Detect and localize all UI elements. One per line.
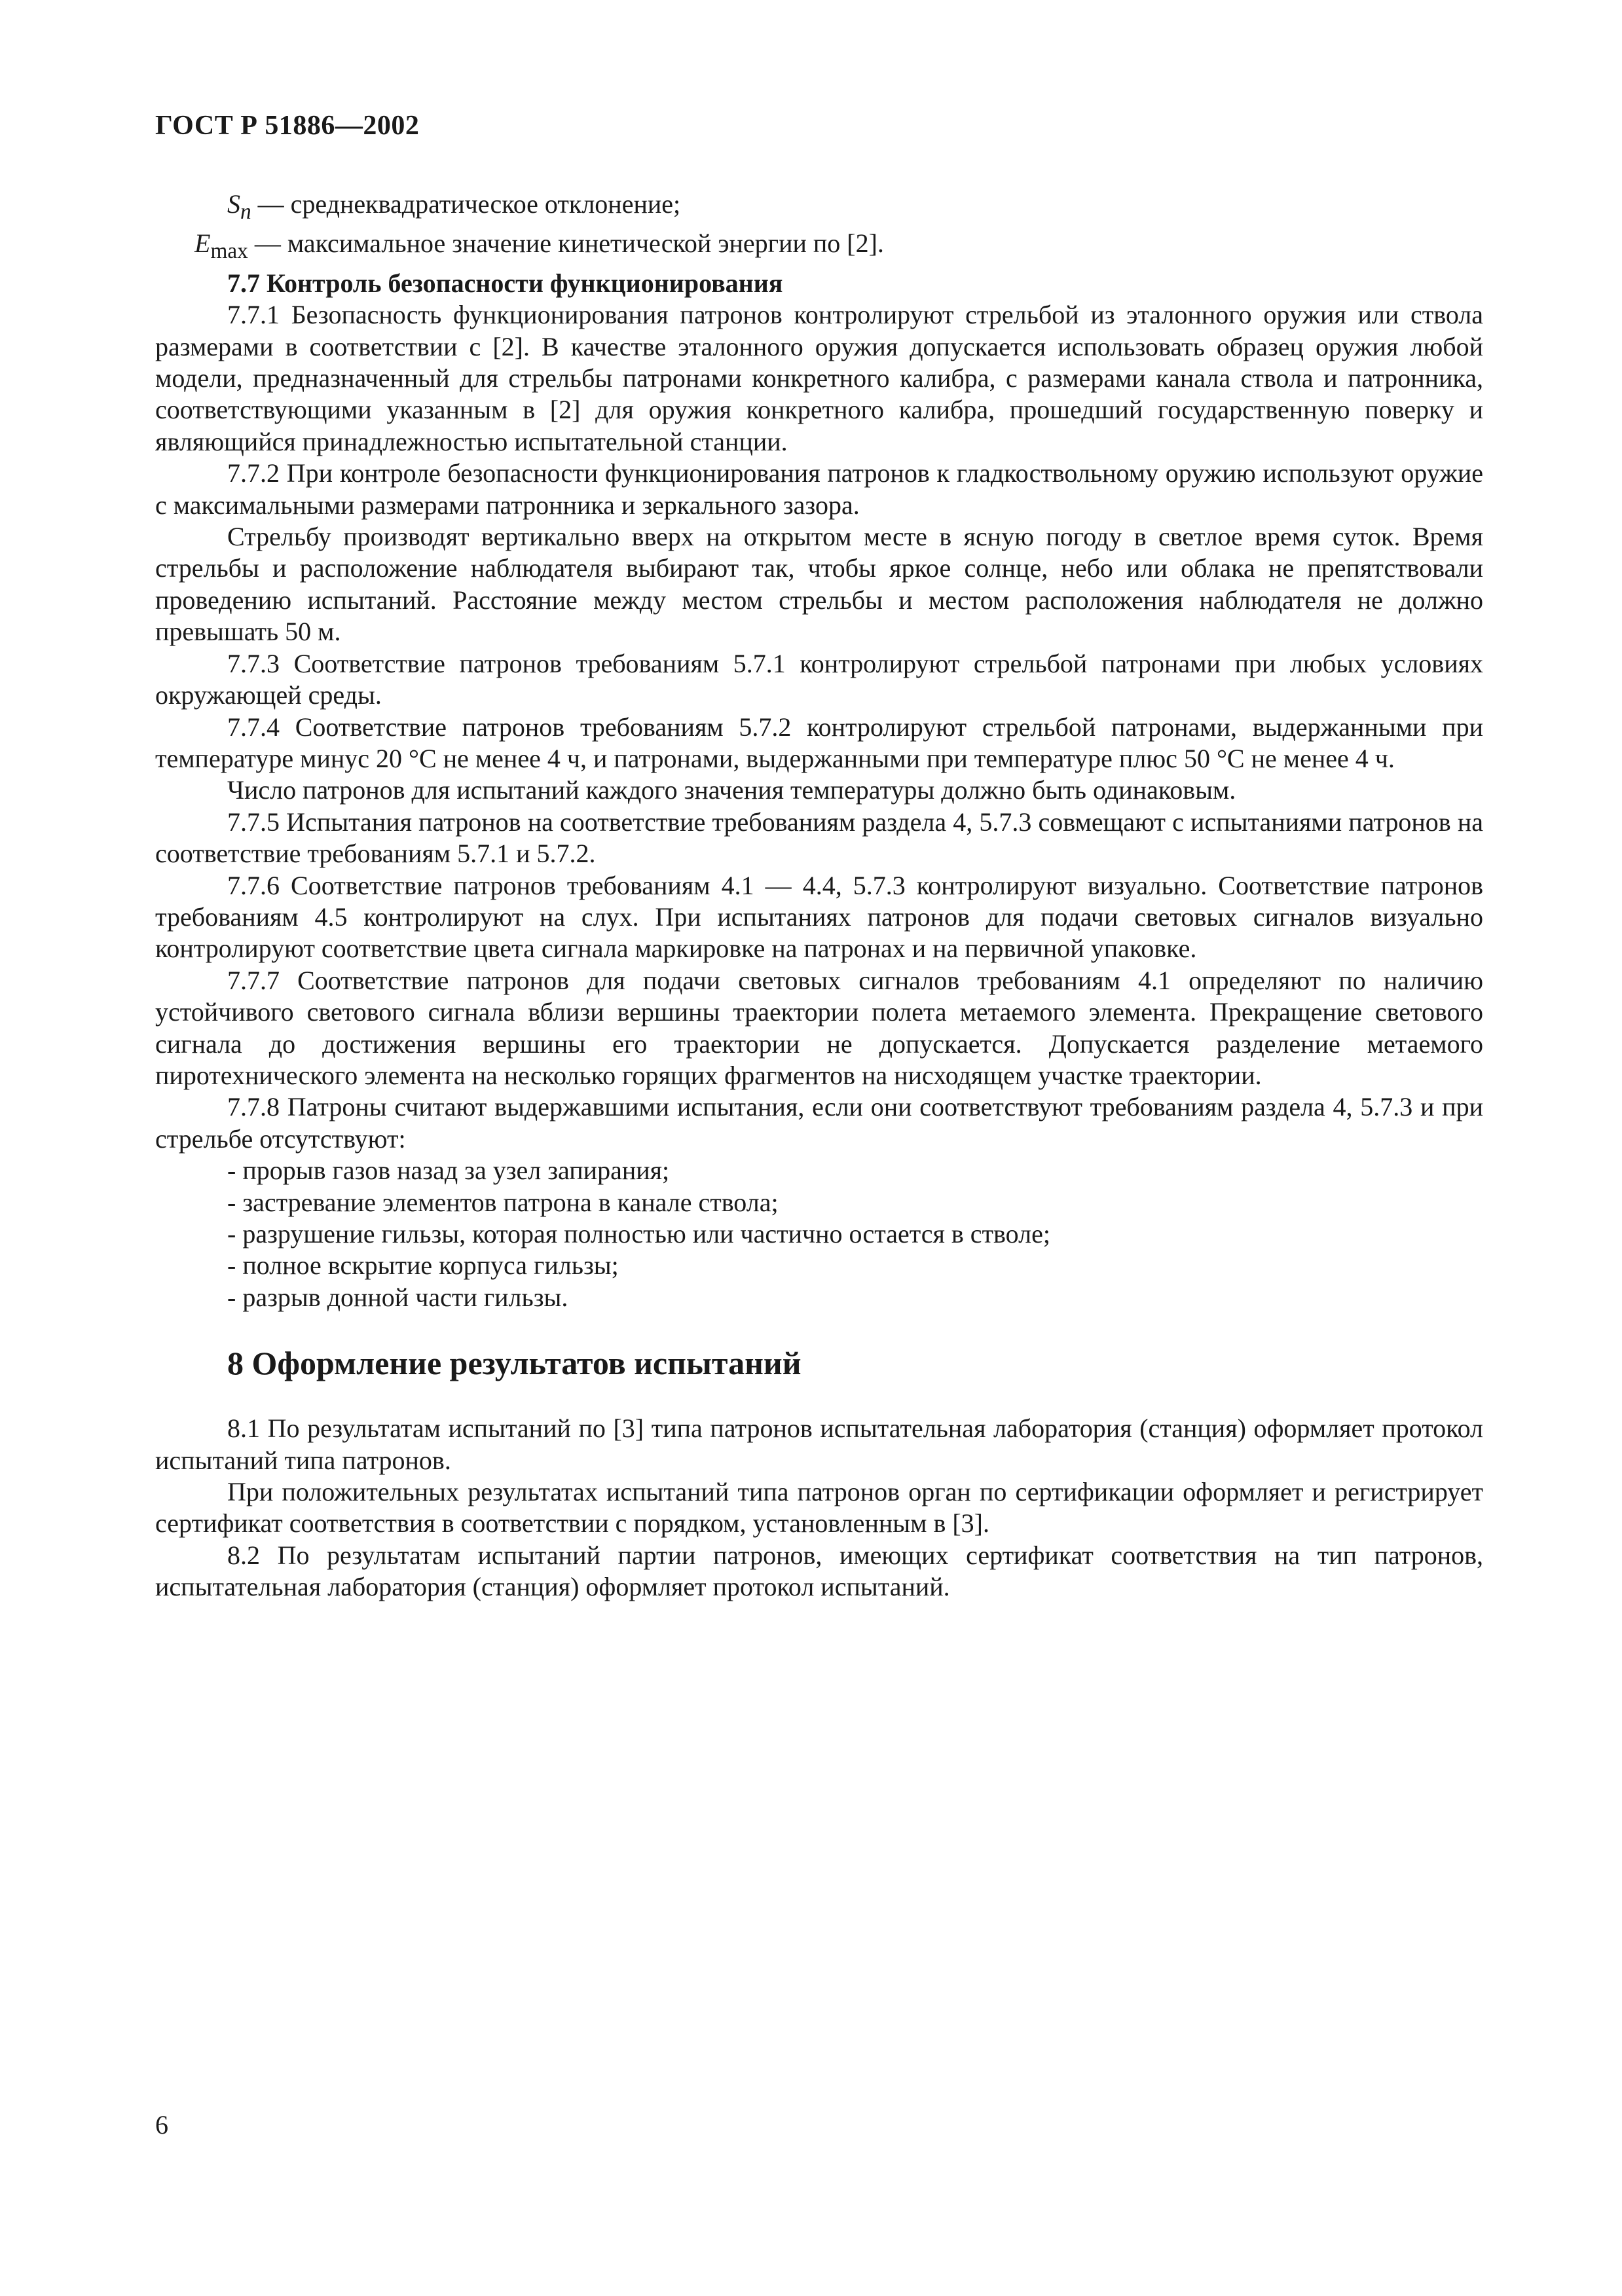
paragraph-8-1: 8.1 По результатам испытаний по [3] типа патронов испытательная лаборатория (станция) оформляет протокол испытаний типа патронов.: [155, 1413, 1483, 1475]
list-item: - полное вскрытие корпуса гильзы;: [227, 1250, 619, 1281]
paragraph-7-7-4: 7.7.4 Соответствие патронов требованиям 5.7.2 контролируют стрельбой патронами, выдержанными при температуре минус 20 °С не менее 4 ч, и патронами, выдержанными при температуре плюс 50 °С не менее 4 ч.: [155, 712, 1483, 773]
paragraph-cartridge-count: Число патронов для испытаний каждого значения температуры должно быть одинаковым.: [227, 775, 1236, 805]
paragraph-7-7-2: 7.7.2 При контроле безопасности функционирования патронов к гладкоствольному оружию используют оружие с максимальными размерами патронника и зеркального зазора.: [155, 458, 1483, 520]
definition-emax-text: — максимальное значение кинетической энергии по [2].: [248, 228, 884, 259]
paragraph-certificate-registration: При положительных результатах испытаний типа патронов орган по сертификации оформляет и регистрирует сертификат соответствия в соответствии с порядком, установленным в [3].: [155, 1477, 1483, 1539]
paragraph-8-2: 8.2 По результатам испытаний партии патронов, имеющих сертификат соответствия на тип патронов, испытательная лаборатория (станция) оформляет протокол испытаний.: [155, 1540, 1483, 1602]
list-item: - застревание элементов патрона в канале ствола;: [227, 1187, 779, 1217]
list-item: - прорыв газов назад за узел запирания;: [227, 1156, 670, 1186]
paragraph-7-7-8: 7.7.8 Патроны считают выдержавшими испытания, если они соответствуют требованиям раздела 4, 5.7.3 и при стрельбе отсутствуют:: [155, 1092, 1483, 1154]
document-code-header: ГОСТ Р 51886—2002: [155, 111, 420, 141]
definition-sn: [155, 189, 1483, 228]
definition-sn-text: — среднеквадратическое отклонение;: [251, 189, 681, 219]
subsection-title-7-7: 7.7 Контроль безопасности функционирования: [227, 268, 783, 298]
list-item: - разрыв донной части гильзы.: [227, 1282, 568, 1312]
list-item: - разрушение гильзы, которая полностью или частично остается в стволе;: [227, 1219, 1050, 1248]
paragraph-7-7-6: 7.7.6 Соответствие патронов требованиям 4.1 — 4.4, 5.7.3 контролируют визуально. Соответствие патронов требованиям 4.5 контролируют на слух. При испытаниях патронов для подачи световых сигналов визуально контролируют соответствие цвета сигнала маркировке на патронах и на первичной упаковке.: [155, 870, 1483, 964]
page-number: 6: [155, 2110, 168, 2140]
definition-emax: [155, 228, 1483, 267]
page-body: [155, 189, 1483, 1603]
paragraph-7-7-3: 7.7.3 Соответствие патронов требованиям 5.7.1 контролируют стрельбой патронами при любых условиях окружающей среды.: [155, 648, 1483, 710]
symbol-e-subscript: max: [210, 239, 248, 264]
paragraph-firing-conditions: Стрельбу производят вертикально вверх на открытом месте в ясную погоду в светлое время суток. Время стрельбы и расположение наблюдателя выбирают так, чтобы яркое солнце, небо или облака не препятствовали проведению испытаний. Расстояние между местом стрельбы и местом расположения наблюдателя не должно превышать 50 м.: [155, 522, 1483, 647]
paragraph-7-7-5: 7.7.5 Испытания патронов на соответствие требованиям раздела 4, 5.7.3 совмещают с испытаниями патронов на соответствие требованиям 5.7.1 и 5.7.2.: [155, 807, 1483, 869]
paragraph-7-7-7: 7.7.7 Соответствие патронов для подачи световых сигналов требованиям 4.1 определяют по наличию устойчивого светового сигнала вблизи вершины траектории полета метаемого элемента. Прекращение светового сигнала до достижения вершины его траектории не допускается. Допускается разделение метаемого пиротехнического элемента на несколько горящих фрагментов на нисходящем участке траектории.: [155, 965, 1483, 1090]
section-title-8: 8 Оформление результатов испытаний: [227, 1345, 802, 1382]
symbol-s: S: [227, 189, 240, 219]
symbol-e: E: [194, 228, 211, 259]
symbol-s-subscript: n: [240, 200, 251, 224]
paragraph-7-7-1: 7.7.1 Безопасность функционирования патронов контролируют стрельбой из эталонного оружия или ствола размерами в соответствии с [2]. В качестве эталонного оружия допускается использовать образец оружия любой модели, предназначенный для стрельбы патронами конкретного калибра, с размерами канала ствола и патронника, соответствующими указанным в [2] для оружия конкретного калибра, прошедший государственную поверку и являющийся принадлежностью испытательной станции.: [155, 300, 1483, 456]
